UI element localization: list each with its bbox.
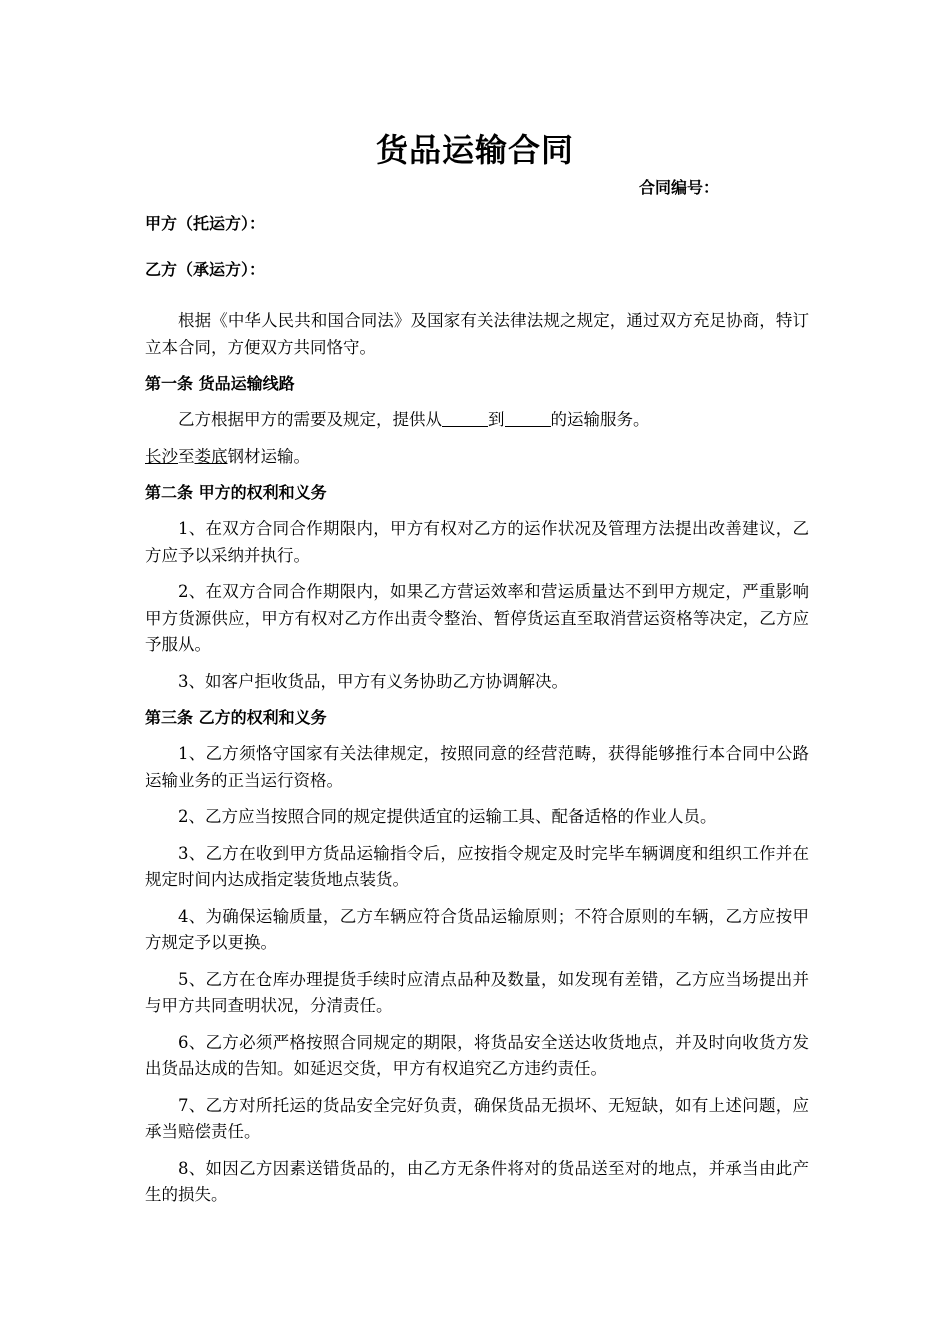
party-b-label: 乙方（承运方）： xyxy=(145,260,266,279)
article-3-item: 2、乙方应当按照合同的规定提供适宜的运输工具、配备适格的作业人员。 xyxy=(178,807,717,826)
article-3-item: 5、乙方在仓库办理提货手续时应清点品种及数量，如发现有差错，乙方应当场提出并与甲方共同查明状况，分清责任。 xyxy=(145,969,809,1015)
article-3-item: 1、乙方须恪守国家有关法律规定，按照同意的经营范畴，获得能够推行本合同中公路运输业务的正当运行资格。 xyxy=(145,744,809,790)
origin-blank xyxy=(442,408,488,427)
contract-body xyxy=(145,210,809,1209)
article-2-item: 3、如客户拒收货品，甲方有义务协助乙方协调解决。 xyxy=(178,671,568,691)
article-1-route-paragraph xyxy=(145,444,809,471)
contract-number-label: 合同编号： xyxy=(639,178,720,197)
service-text-post: 的运输服务。 xyxy=(550,410,650,429)
destination-blank xyxy=(505,408,551,427)
service-text-pre: 乙方根据甲方的需要及规定，提供从 xyxy=(178,410,442,429)
route-suffix: 钢材运输。 xyxy=(227,446,310,466)
article-3-heading: 第三条 乙方的权利和义务 xyxy=(145,708,327,727)
service-text-mid: 到 xyxy=(488,410,505,429)
article-3-item: 8、如因乙方因素送错货品的，由乙方无条件将对的货品送至对的地点，并承当由此产生的损失。 xyxy=(145,1158,809,1204)
article-3-item: 4、为确保运输质量，乙方车辆应符合货品运输原则；不符合原则的车辆，乙方应按甲方规定予以更换。 xyxy=(145,906,809,952)
party-a-label: 甲方（托运方）： xyxy=(145,214,266,233)
article-1-heading: 第一条 货品运输线路 xyxy=(145,374,295,393)
article-3-item: 3、乙方在收到甲方货品运输指令后，应按指令规定及时完毕车辆调度和组织工作并在规定时间内达成指定装货地点装货。 xyxy=(145,843,809,889)
route-connector: 至 xyxy=(178,446,195,466)
article-2-item: 1、在双方合同合作期限内，甲方有权对乙方的运作状况及管理方法提出改善建议，乙方应予以采纳并执行。 xyxy=(145,519,809,565)
article-1-service-paragraph xyxy=(145,407,809,434)
route-origin: 长沙 xyxy=(145,446,178,466)
article-2-heading: 第二条 甲方的权利和义务 xyxy=(145,483,327,502)
article-2-item: 2、在双方合同合作期限内，如果乙方营运效率和营运质量达不到甲方规定，严重影响甲方货源供应，甲方有权对乙方作出责令整治、暂停货运直至取消营运资格等决定，乙方应予服从。 xyxy=(145,582,809,654)
article-3-item: 7、乙方对所托运的货品安全完好负责，确保货品无损坏、无短缺，如有上述问题，应承当赔偿责任。 xyxy=(145,1095,809,1141)
article-3-item: 6、乙方必须严格按照合同规定的期限，将货品安全送达收货地点，并及时向收货方发出货品达成的告知。如延迟交货，甲方有权追究乙方违约责任。 xyxy=(145,1032,809,1078)
route-destination: 娄底 xyxy=(194,446,228,466)
document-title: 货品运输合同 xyxy=(375,131,574,169)
preamble-paragraph: 根据《中华人民共和国合同法》及国家有关法律法规之规定，通过双方充足协商，特订立本合同，方便双方共同恪守。 xyxy=(145,311,809,357)
